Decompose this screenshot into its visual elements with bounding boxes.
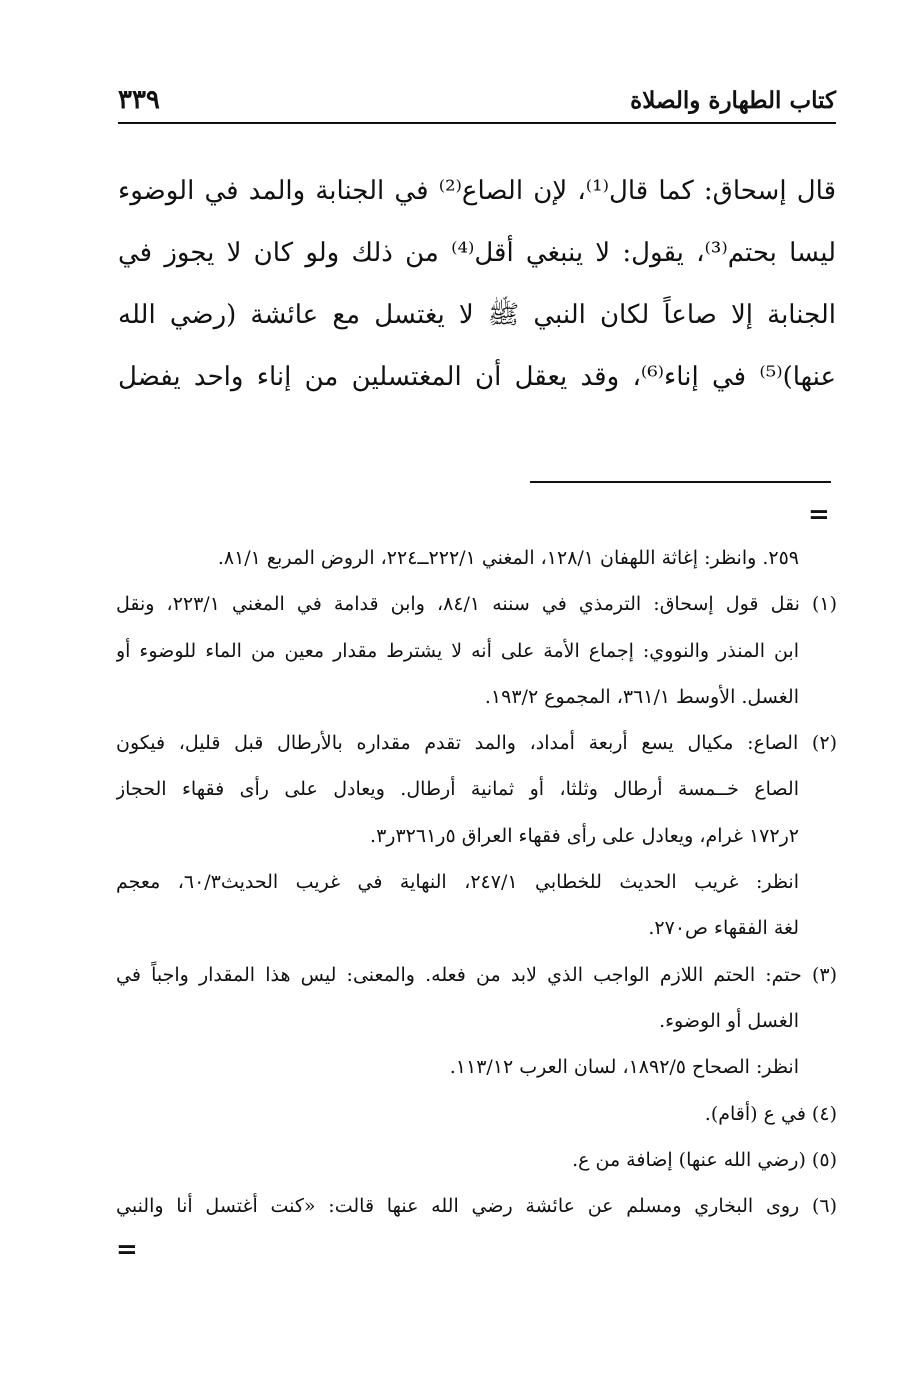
- main-text: [118, 165, 836, 413]
- footnote-line: الغسل. الأوسط ٣٦١/١، المجموع ١٩٣/٢.: [484, 685, 799, 708]
- footnote-line: ٢٥٩. وانظر: إغاثة اللهفان ١٢٨/١، المغني ٢٢٢/١ــ٢٢٤، الروض المربع ٨١/١.: [217, 547, 799, 569]
- footnote-line: انظر: الصحاح ١٨٩٢/٥، لسان العرب ١١٣/١٢.: [449, 1056, 799, 1079]
- footnote-3: (٣) حتم: الحتم اللازم الواجب الذي لابد من فعله. والمعنى: ليس هذا المقدار واجباً في: [116, 963, 837, 986]
- footnote-continuation-mark-bottom: =: [116, 1235, 138, 1265]
- footnote-line: لغة الفقهاء ص٢٧٠.: [648, 917, 799, 940]
- footnote-6: (٦) روى البخاري ومسلم عن عائشة رضي الله عنها قالت: «كنت أغتسل أنا والنبي: [116, 1195, 837, 1218]
- main-text-line: ليسا بحتم⁽³⁾، يقول: لا ينبغي أقل⁽⁴⁾ من ذلك ولو كان لا يجوز في: [118, 238, 836, 268]
- footnote-line: الصاع خــمسة أرطال وثلثا، أو ثمانية أرطال. ويعادل على رأى فقهاء الحجاز: [116, 778, 799, 801]
- footnotes: [116, 536, 837, 1230]
- footnote-line: الغسل أو الوضوء.: [659, 1009, 799, 1032]
- footnote-line: انظر: غريب الحديث للخطابي ٢٤٧/١، النهاية في غريب الحديث٦٠/٣، معجم: [116, 871, 799, 894]
- footnote-1: (١) نقل قول إسحاق: الترمذي في سننه ٨٤/١، وابن قدامة في المغني ٢٢٣/١، ونقل: [116, 593, 837, 616]
- footnote-5: (٥) (رضي الله عنها) إضافة من ع.: [572, 1148, 837, 1171]
- main-text-line: عنها)⁽⁵⁾ في إناء⁽⁶⁾، وقد يعقل أن المغتسلين من إناء واحد يفضل: [118, 362, 836, 392]
- footnote-line: ٢ر١٧٢ غرام، ويعادل على رأى فقهاء العراق ٥ر٣٢٦١ر٣.: [370, 824, 799, 847]
- footnote-line: ابن المنذر والنووي: إجماع الأمة على أنه لا يشترط مقدار معين من الماء للوضوء أو: [116, 639, 799, 662]
- footnote-4: (٤) في ع (أقام).: [704, 1102, 837, 1125]
- footnote-2: (٢) الصاع: مكيال يسع أربعة أمداد، والمد تقدم مقداره بالأرطال قبل قليل، فيكون: [116, 732, 837, 755]
- main-text-line: قال إسحاق: كما قال⁽¹⁾، لإن الصاع⁽²⁾ في الجنابة والمد في الوضوء: [118, 176, 836, 206]
- book-title: كتاب الطهارة والصلاة: [630, 86, 836, 114]
- running-head: [118, 82, 836, 118]
- footnote-separator: [530, 481, 831, 483]
- page-number: ٣٣٩: [118, 85, 160, 115]
- main-text-line: الجنابة إلا صاعاً لكان النبي ﷺ لا يغتسل مع عائشة (رضي الله: [118, 300, 836, 330]
- footnote-continuation-mark-top: =: [808, 500, 830, 530]
- header-divider: [118, 122, 836, 124]
